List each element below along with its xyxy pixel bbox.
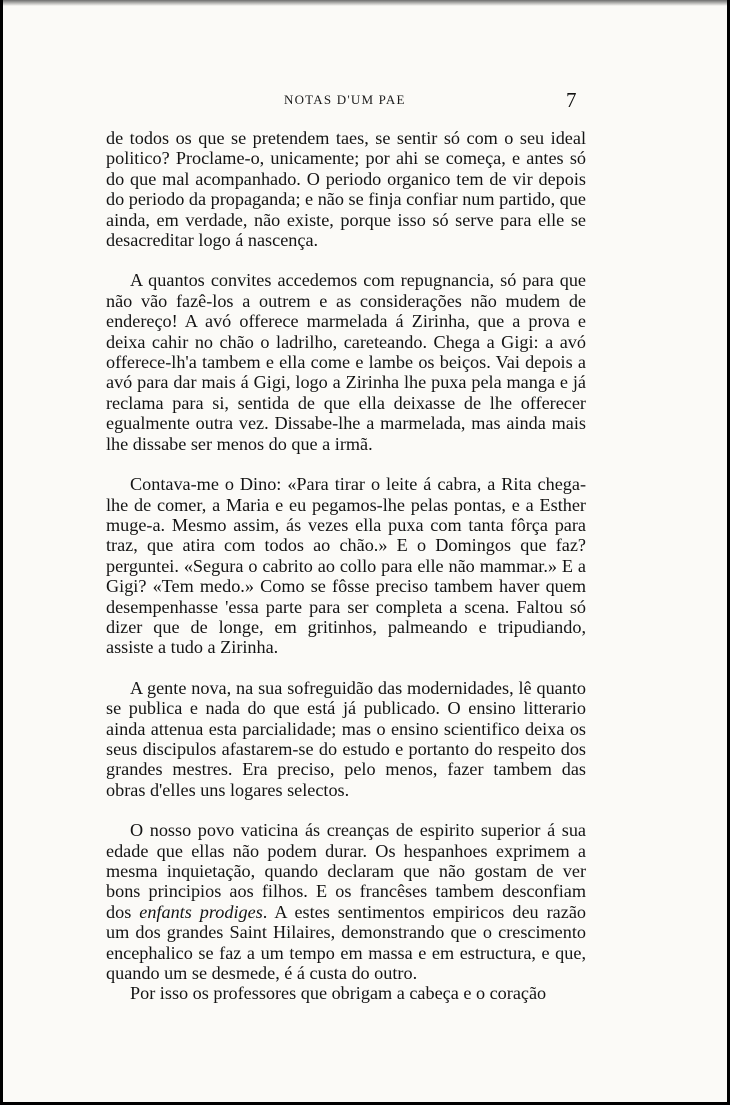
paragraph-6: Por isso os professores que obrigam a cabeça e o coração: [130, 983, 547, 1004]
running-header: [0, 88, 730, 118]
paragraph-2: A quantos convites accedemos com repugnancia, só para que não vão fazê-los a outrem e as considerações não mudem de endereço! A avó offerece marmelada á Zirinha, que a prova e deixa cahir no chão o ladrilho, careteando. Chega a Gigi: a avó offerece-lh'a tambem e ella come e lambe os beiços. Vai depois a avó para dar mais á Gigi, logo a Zirinha lhe puxa pela manga e já reclama para si, sentida de que ella deixasse de lhe offerecer egualmente outra vez. Dissabe-lhe a marmelada, mas ainda mais lhe dissabe ser menos do que a irmã.: [106, 270, 586, 454]
paragraph-4: A gente nova, na sua sofreguidão das modernidades, lê quanto se publica e nada do que está já publicado. O ensino litterario ainda attenua esta parcialidade; mas o ensino scientifico deixa os seus discipulos afastarem-se do estudo e portanto do respeito dos grandes mestres. Era preciso, pelo menos, fazer tambem das obras d'elles uns logares selectos.: [106, 677, 586, 800]
scan-left-border: [0, 0, 3, 1105]
paragraph-5-text-b: . A estes sentimentos empiricos deu razão um dos grandes Saint Hilaires, demonstrando que o crescimento encephalico se faz a um tempo em massa e em estructura, e que, quando um se desmede, é á custa do outro.: [106, 901, 586, 984]
page-number: 7: [566, 88, 577, 112]
scan-top-shadow: [0, 0, 730, 6]
paragraph-5-text-a: O nosso povo vaticina ás creanças de espirito superior á sua edade que ellas não podem durar. Os hespanhoes exprimem a mesma inquietação, quando declaram que não gostam de ver bons principios aos filhos. E os francêses tambem desconfiam dos: [106, 820, 586, 922]
running-title: NOTAS D'UM PAE: [284, 92, 406, 107]
page-body: [106, 128, 586, 1004]
paragraph-1: de todos os que se pretendem taes, se sentir só com o seu ideal politico? Proclame-o, unicamente; por ahi se começa, e antes só do que mal acompanhado. O periodo organico tem de vir depois do periodo da propaganda; e não se finja confiar num partido, que ainda, em verdade, não existe, porque isso só serve para elle se desacreditar logo á nascença.: [106, 128, 586, 251]
paragraph-5: [106, 820, 586, 983]
paragraph-3: Contava-me o Dino: «Para tirar o leite á cabra, a Rita chega-lhe de comer, a Maria e eu pegamos-lhe pelas pontas, e a Esther muge-a. Mesmo assim, ás vezes ella puxa com tanta fôrça para traz, que atira com todos ao chão.» E o Domingos que faz? perguntei. «Segura o cabrito ao collo para elle não mammar.» E a Gigi? «Tem medo.» Como se fôsse preciso tambem haver quem desempenhasse 'essa parte para ser completa a scena. Faltou só dizer que de longe, em gritinhos, palmeando e tripudiando, assiste a tudo a Zirinha.: [106, 474, 586, 658]
paragraph-5-italic: enfants prodiges: [139, 901, 263, 922]
